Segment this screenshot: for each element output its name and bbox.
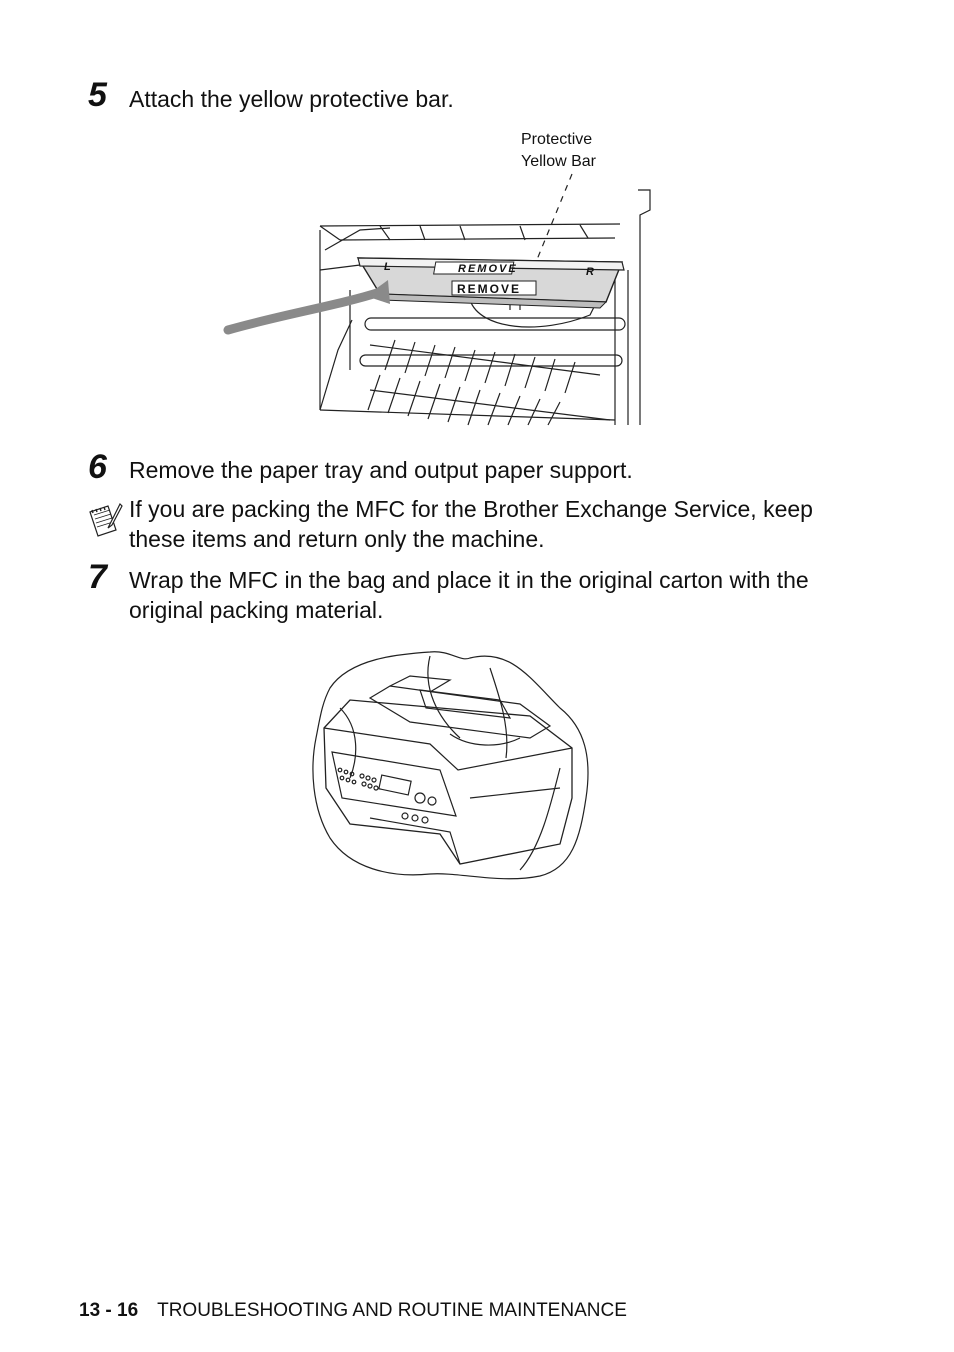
page-footer bbox=[79, 1300, 627, 1322]
bar-right-mark: R bbox=[586, 266, 594, 278]
note-pad-icon bbox=[86, 500, 126, 540]
step-7-text: Wrap the MFC in the bag and place it in the original carton with the original packing material. bbox=[129, 567, 809, 623]
protective-yellow-bar bbox=[358, 258, 624, 308]
protective-bar-figure bbox=[220, 170, 660, 430]
callout-label bbox=[521, 129, 596, 173]
step-5-number: 5 bbox=[88, 76, 107, 114]
bar-left-mark: L bbox=[384, 261, 391, 273]
step-5-text: Attach the yellow protective bar. bbox=[129, 86, 454, 112]
step-7-number: 7 bbox=[88, 558, 107, 596]
callout-leader-line bbox=[536, 174, 572, 262]
callout-line-1: Protective bbox=[521, 131, 593, 148]
bar-label-top: REMOVE bbox=[458, 263, 518, 275]
step-6-text: Remove the paper tray and output paper support. bbox=[129, 457, 633, 483]
mfc-in-bag-figure bbox=[310, 648, 592, 882]
bar-label-front: REMOVE bbox=[457, 282, 522, 296]
step-6-number: 6 bbox=[88, 448, 107, 486]
page-number: 13 - 16 bbox=[79, 1300, 139, 1321]
callout-line-2: Yellow Bar bbox=[521, 153, 597, 170]
note-text: If you are packing the MFC for the Brother Exchange Service, keep these items and return only the machine. bbox=[129, 496, 813, 552]
section-title: TROUBLESHOOTING AND ROUTINE MAINTENANCE bbox=[157, 1300, 627, 1321]
